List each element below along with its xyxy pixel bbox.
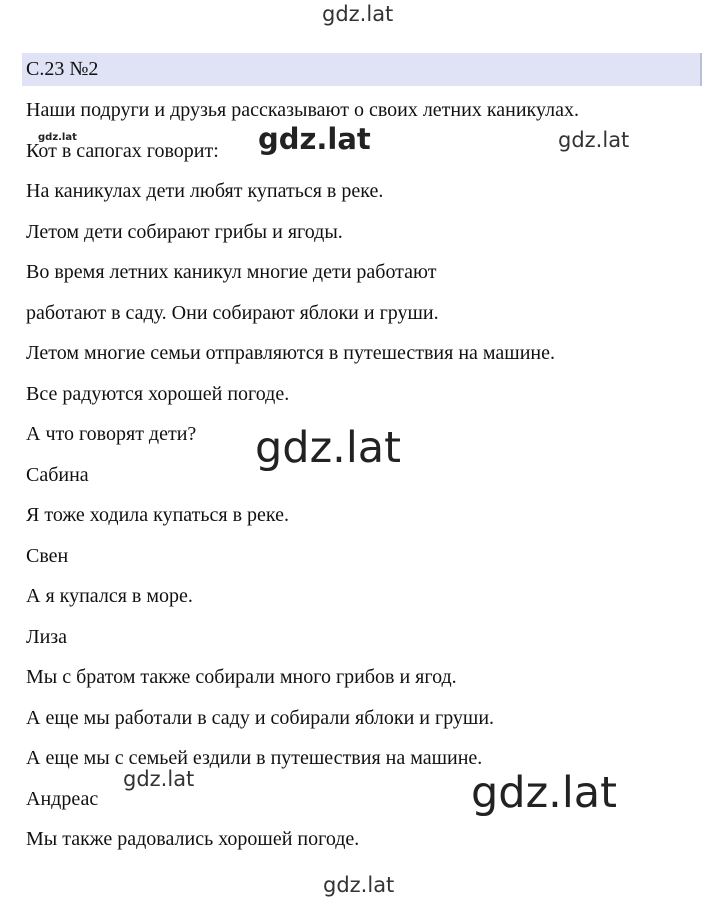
section-header-bar — [22, 53, 702, 86]
watermark-bottom: gdz.lat — [323, 873, 395, 897]
text-line: На каникулах дети любят купаться в реке. — [26, 180, 384, 202]
text-line: Летом дети собирают грибы и ягоды. — [26, 221, 343, 243]
text-line: А еще мы с семьей ездили в путешествия на машине. — [26, 747, 483, 769]
text-line: Мы также радовались хорошей погоде. — [26, 828, 360, 850]
page-title: С.23 №2 — [26, 58, 99, 80]
watermark-right: gdz.lat — [558, 128, 630, 152]
text-line: Летом многие семьи отправляются в путешествия на машине. — [26, 342, 555, 364]
speaker-name: Свен — [26, 545, 69, 567]
speaker-name: Сабина — [26, 464, 89, 486]
watermark-tiny: gdz.lat — [38, 132, 77, 143]
text-line: Я тоже ходила купаться в реке. — [26, 504, 289, 526]
text-line: Во время летних каникул многие дети работают — [26, 261, 437, 283]
text-line: А еще мы работали в саду и собирали яблоки и груши. — [26, 707, 495, 729]
watermark-big-middle: gdz.lat — [255, 423, 401, 473]
text-line: Наши подруги и друзья рассказывают о своих летних каникулах. — [26, 99, 579, 121]
text-line: А я купался в море. — [26, 585, 193, 607]
text-line: Все радуются хорошей погоде. — [26, 383, 290, 405]
speaker-name: Андреас — [26, 788, 99, 810]
watermark-big-lower-right: gdz.lat — [471, 768, 617, 818]
text-line: работают в саду. Они собирают яблоки и груши. — [26, 302, 439, 324]
watermark-small-lower: gdz.lat — [123, 767, 195, 791]
text-line: Кот в сапогах говорит: — [26, 140, 219, 162]
speaker-name: Лиза — [26, 626, 68, 648]
watermark-bold-inline: gdz.lat — [258, 122, 371, 156]
watermark-top: gdz.lat — [322, 2, 394, 26]
text-line: А что говорят дети? — [26, 423, 197, 445]
text-line: Мы с братом также собирали много грибов и ягод. — [26, 666, 457, 688]
